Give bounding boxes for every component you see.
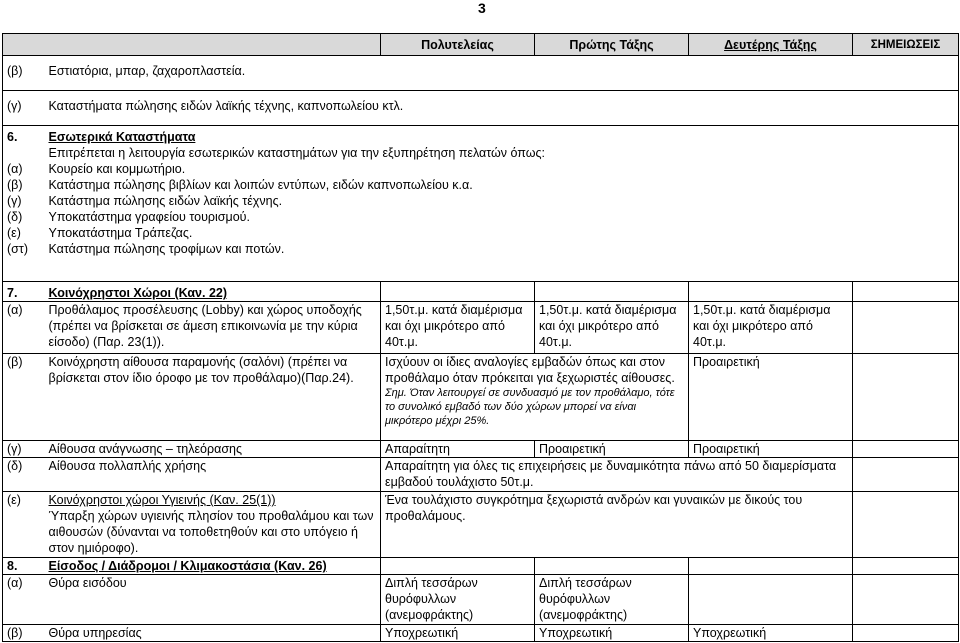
cell-notes	[853, 458, 959, 492]
list-item-label: (δ)	[7, 210, 23, 224]
table-row	[3, 458, 959, 492]
section-6-content	[45, 126, 959, 282]
section-6-labels	[3, 126, 45, 282]
table-row	[3, 302, 959, 354]
section-8-heading-row	[3, 558, 959, 575]
cell-notes	[853, 492, 959, 558]
section-6-row	[3, 126, 959, 282]
cell-second-class: Υποχρεωτική	[689, 625, 853, 642]
list-item-label: (ε)	[7, 226, 21, 240]
row-text: Αίθουσα πολλαπλής χρήσης	[45, 458, 381, 492]
lounge-note: Σημ. Όταν λειτουργεί σε συνδυασμό με τον προθάλαμο, τότε το συνολικό εμβαδό των δύο χώρων μπορεί να είναι μικρότερο μέχρι 25%.	[385, 387, 675, 427]
list-item: Κατάστημα πώλησης ειδών λαϊκής τέχνης.	[48, 194, 283, 208]
header-first-class: Πρώτης Τάξης	[535, 34, 689, 56]
section-6-title: Εσωτερικά Καταστήματα	[48, 130, 196, 144]
cell-luxury: Διπλή τεσσάρων θυρόφυλλων (ανεμοφράκτης)	[381, 575, 535, 625]
accommodation-requirements-table	[2, 33, 959, 642]
row-text: Κοινόχρηστη αίθουσα παραμονής (σαλόνι) (πρέπει να βρίσκεται στον ίδιο όροφο με τον προθάλαμο)(Παρ.24).	[45, 354, 381, 441]
table-row	[3, 91, 959, 126]
cell-second-class	[689, 575, 853, 625]
header-notes: ΣΗΜΕΙΩΣΕΙΣ	[853, 34, 959, 56]
list-item-label: (γ)	[7, 194, 22, 208]
row-label: (γ)	[3, 441, 45, 458]
row-text: Αίθουσα ανάγνωσης – τηλεόρασης	[45, 441, 381, 458]
table-row	[3, 625, 959, 642]
sanitary-text: Ύπαρξη χώρων υγιεινής πλησίον του προθαλάμου και των αιθουσών (δύνανται να τοποθετηθούν και στο υπόγειο ή στον ημιόροφο).	[48, 509, 374, 555]
cell-second-class: Προαιρετική	[689, 441, 853, 458]
cell-first-class: Υποχρεωτική	[535, 625, 689, 642]
row-label: (α)	[3, 302, 45, 354]
header-empty-cell	[3, 34, 381, 56]
row-text: Προθάλαμος προσέλευσης (Lobby) και χώρος υποδοχής (πρέπει να βρίσκεται σε άμεση επικοινωνία με την κύρια είσοδο) (Παρ. 23(1)).	[45, 302, 381, 354]
row-text: Καταστήματα πώλησης ειδών λαϊκής τέχνης, καπνοπωλείου κτλ.	[45, 91, 959, 126]
list-item: Κατάστημα πώλησης τροφίμων και ποτών.	[48, 242, 285, 256]
cell-notes	[853, 575, 959, 625]
table-row	[3, 56, 959, 91]
row-text: Θύρα εισόδου	[45, 575, 381, 625]
list-item: Υποκατάστημα Τράπεζας.	[48, 226, 193, 240]
row-label: (β)	[3, 625, 45, 642]
cell-first-class: Διπλή τεσσάρων θυρόφυλλων (ανεμοφράκτης)	[535, 575, 689, 625]
header-luxury: Πολυτελείας	[381, 34, 535, 56]
list-item: Κουρείο και κομμωτήριο.	[48, 162, 186, 176]
cell-luxury: Υποχρεωτική	[381, 625, 535, 642]
list-item-label: (β)	[7, 178, 23, 192]
section-6-number: 6.	[7, 130, 18, 144]
section-7-heading-row	[3, 282, 959, 302]
row-label: (β)	[3, 56, 45, 91]
list-item-label: (στ)	[7, 242, 28, 256]
cell-luxury-first-class	[381, 354, 689, 441]
row-label: (ε)	[3, 492, 45, 558]
section-8-number: 8.	[3, 558, 45, 575]
section-6-intro: Επιτρέπεται η λειτουργία εσωτερικών καταστημάτων για την εξυπηρέτηση πελατών όπως:	[48, 146, 545, 160]
table-header-row	[3, 34, 959, 56]
section-7-title: Κοινόχρηστοι Χώροι (Καν. 22)	[45, 282, 381, 302]
cell-notes	[853, 625, 959, 642]
row-text	[45, 492, 381, 558]
cell-luxury: 1,50τ.μ. κατά διαμέρισμα και όχι μικρότερο από 40τ.μ.	[381, 302, 535, 354]
section-7-number: 7.	[3, 282, 45, 302]
cell-first-class: Προαιρετική	[535, 441, 689, 458]
row-label: (δ)	[3, 458, 45, 492]
list-item-label: (α)	[7, 162, 23, 176]
cell-second-class: Προαιρετική	[689, 354, 853, 441]
cell-notes	[853, 354, 959, 441]
row-text: Εστιατόρια, μπαρ, ζαχαροπλαστεία.	[45, 56, 959, 91]
cell-luxury-first-second: Απαραίτητη για όλες τις επιχειρήσεις με δυναμικότητα πάνω από 50 διαμερίσματα εμβαδού τουλάχιστο 50τ.μ.	[381, 458, 853, 492]
cell-first-class: 1,50τ.μ. κατά διαμέρισμα και όχι μικρότερο από 40τ.μ.	[535, 302, 689, 354]
table-row	[3, 441, 959, 458]
header-second-class-underlined: Δευτέρης Τάξης	[724, 37, 817, 52]
cell-notes	[853, 302, 959, 354]
section-8-title: Είσοδος / Διάδρομοι / Κλιμακοστάσια (Καν. 26)	[45, 558, 381, 575]
sanitary-title: Κοινόχρηστοι χώροι Υγιεινής (Καν. 25(1))	[48, 493, 276, 507]
row-label: (γ)	[3, 91, 45, 126]
lounge-ratio-text: Ισχύουν οι ίδιες αναλογίες εμβαδών όπως και στον προθάλαμο όταν πρόκειται για ξεχωριστές αίθουσες.	[385, 355, 675, 385]
row-label: (β)	[3, 354, 45, 441]
row-label: (α)	[3, 575, 45, 625]
cell-notes	[853, 441, 959, 458]
row-text: Θύρα υπηρεσίας	[45, 625, 381, 642]
table-row	[3, 354, 959, 441]
table-row	[3, 492, 959, 558]
list-item: Υποκατάστημα γραφείου τουρισμού.	[48, 210, 250, 224]
cell-luxury: Απαραίτητη	[381, 441, 535, 458]
list-item: Κατάστημα πώλησης βιβλίων και λοιπών εντύπων, ειδών καπνοπωλείου κ.α.	[48, 178, 473, 192]
cell-second-class: 1,50τ.μ. κατά διαμέρισμα και όχι μικρότερο από 40τ.μ.	[689, 302, 853, 354]
cell-luxury-first-second: Ένα τουλάχιστο συγκρότημα ξεχωριστά ανδρών και γυναικών με δικούς του προθαλάμους.	[381, 492, 853, 558]
header-second-class	[689, 34, 853, 56]
table-row	[3, 575, 959, 625]
page-number: 3	[478, 0, 486, 16]
